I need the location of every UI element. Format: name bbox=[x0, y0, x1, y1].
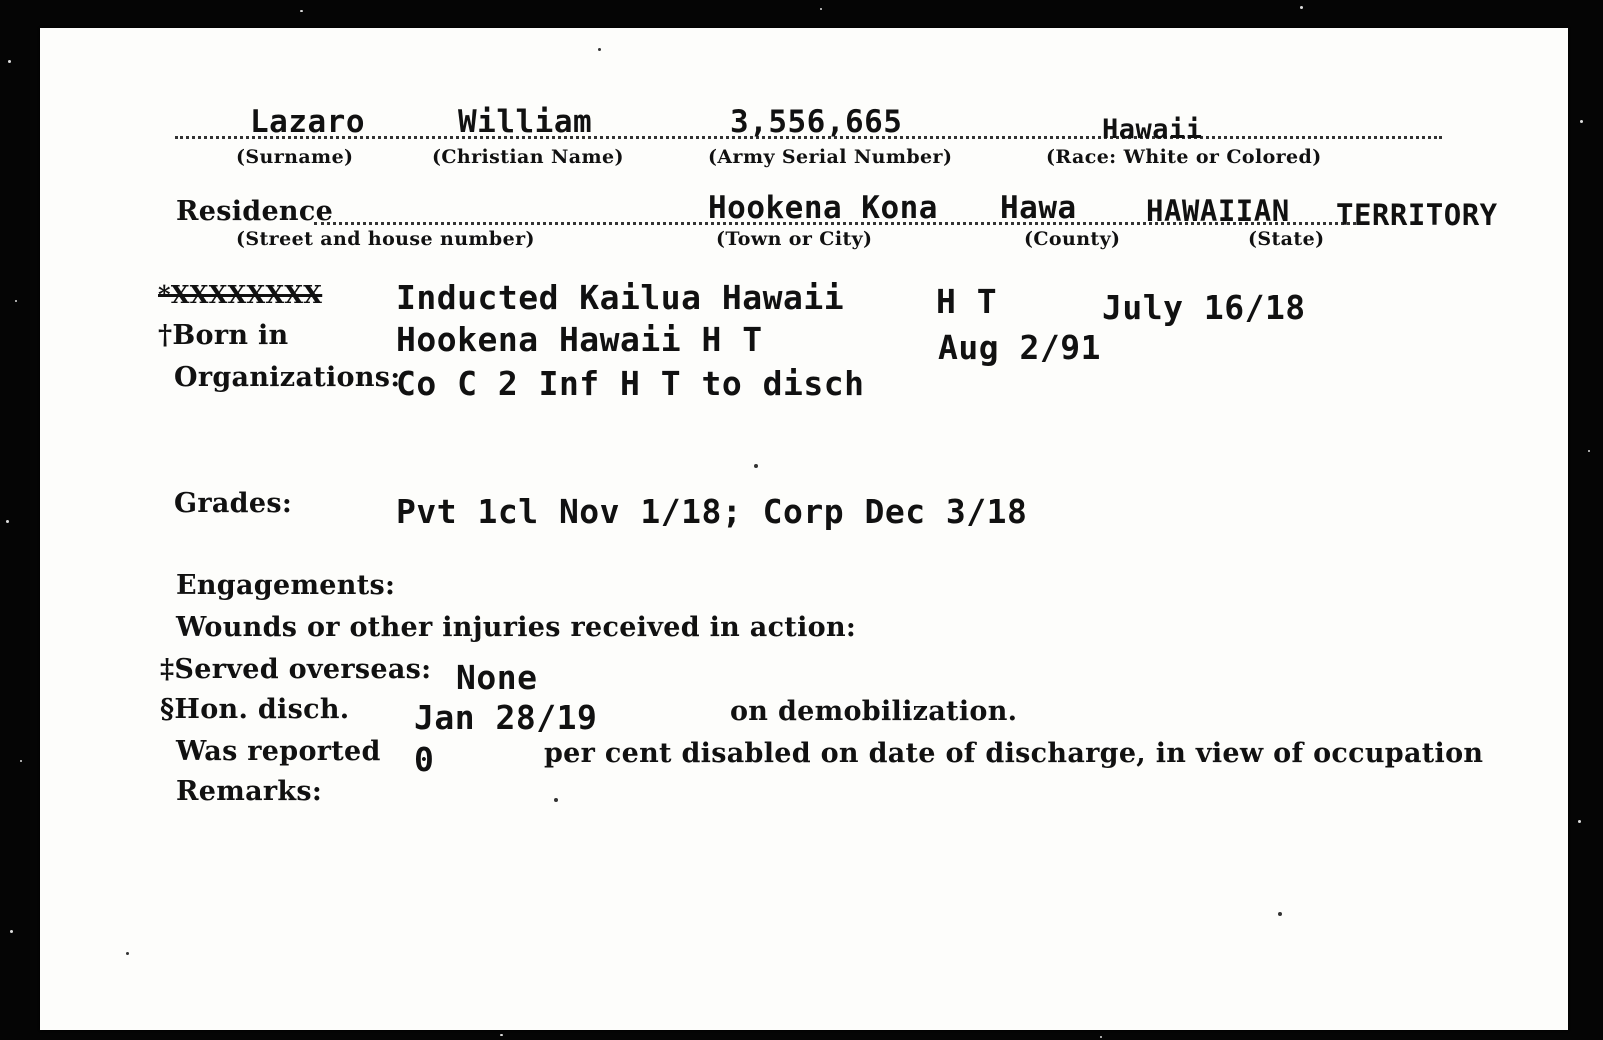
card-speck bbox=[754, 464, 758, 468]
engagements-label: Engagements: bbox=[176, 570, 396, 601]
grades-value: Pvt 1cl Nov 1/18; Corp Dec 3/18 bbox=[396, 492, 1028, 531]
discharge-label: §Hon. disch. bbox=[160, 694, 350, 725]
card-speck bbox=[598, 48, 601, 51]
remarks-label: Remarks: bbox=[176, 776, 323, 807]
scan-speck bbox=[20, 760, 22, 762]
inducted-place-suffix: H T bbox=[936, 282, 998, 321]
surname-caption: (Surname) bbox=[236, 146, 354, 168]
organizations-value: Co C 2 Inf H T to disch bbox=[396, 364, 865, 403]
race-caption: (Race: White or Colored) bbox=[1046, 146, 1322, 168]
scan-speck bbox=[15, 300, 17, 302]
disability-suffix: per cent disabled on date of discharge, in view of occupation bbox=[544, 738, 1484, 769]
serial-number-caption: (Army Serial Number) bbox=[708, 146, 953, 168]
scan-speck bbox=[1300, 6, 1303, 9]
organizations-label: Organizations: bbox=[174, 362, 401, 393]
scan-speck bbox=[300, 10, 303, 12]
scan-speck bbox=[8, 60, 11, 63]
scan-speck bbox=[820, 8, 822, 10]
surname-value: Lazaro bbox=[250, 104, 365, 140]
disability-percent-value: 0 bbox=[414, 740, 435, 779]
inducted-date: July 16/18 bbox=[1102, 288, 1306, 327]
scan-speck bbox=[1578, 820, 1581, 823]
grades-label: Grades: bbox=[174, 488, 293, 519]
born-value: Hookena Hawaii H T bbox=[396, 320, 763, 359]
inducted-value: Inducted Kailua Hawaii bbox=[396, 278, 845, 317]
street-caption: (Street and house number) bbox=[236, 228, 535, 250]
scan-speck bbox=[6, 520, 9, 523]
race-value: Hawaii bbox=[1102, 114, 1203, 145]
card-speck bbox=[126, 952, 129, 955]
service-record-card bbox=[40, 28, 1568, 1030]
scan-speck bbox=[1588, 450, 1590, 452]
residence-state-value: HAWAIIAN bbox=[1146, 194, 1290, 228]
scan-speck bbox=[10, 930, 13, 933]
scan-speck bbox=[500, 1034, 503, 1036]
served-overseas-label: ‡Served overseas: bbox=[160, 654, 432, 685]
residence-town-value: Hookena Kona bbox=[708, 190, 938, 226]
discharge-suffix: on demobilization. bbox=[730, 696, 1018, 727]
born-label: †Born in bbox=[158, 320, 289, 351]
card-speck bbox=[554, 798, 558, 802]
christian-name-caption: (Christian Name) bbox=[432, 146, 624, 168]
town-caption: (Town or City) bbox=[716, 228, 873, 250]
residence-county-value: Hawa bbox=[1000, 190, 1077, 226]
residence-state-extra: TERRITORY bbox=[1336, 198, 1498, 232]
card-speck bbox=[1278, 912, 1282, 916]
wounds-label: Wounds or other injuries received in action: bbox=[176, 612, 857, 643]
born-date: Aug 2/91 bbox=[938, 328, 1101, 367]
county-caption: (County) bbox=[1024, 228, 1121, 250]
reported-label: Was reported bbox=[176, 736, 381, 767]
scan-speck bbox=[1100, 1036, 1102, 1038]
discharge-value: Jan 28/19 bbox=[414, 698, 598, 737]
serial-number-value: 3,556,665 bbox=[730, 104, 903, 140]
served-overseas-value: None bbox=[456, 658, 538, 697]
scan-speck bbox=[1580, 120, 1583, 123]
christian-name-value: William bbox=[458, 104, 593, 140]
state-caption: (State) bbox=[1248, 228, 1325, 250]
residence-label: Residence bbox=[176, 196, 334, 227]
struck-enlisted-label: *XXXXXXXX bbox=[158, 280, 323, 309]
